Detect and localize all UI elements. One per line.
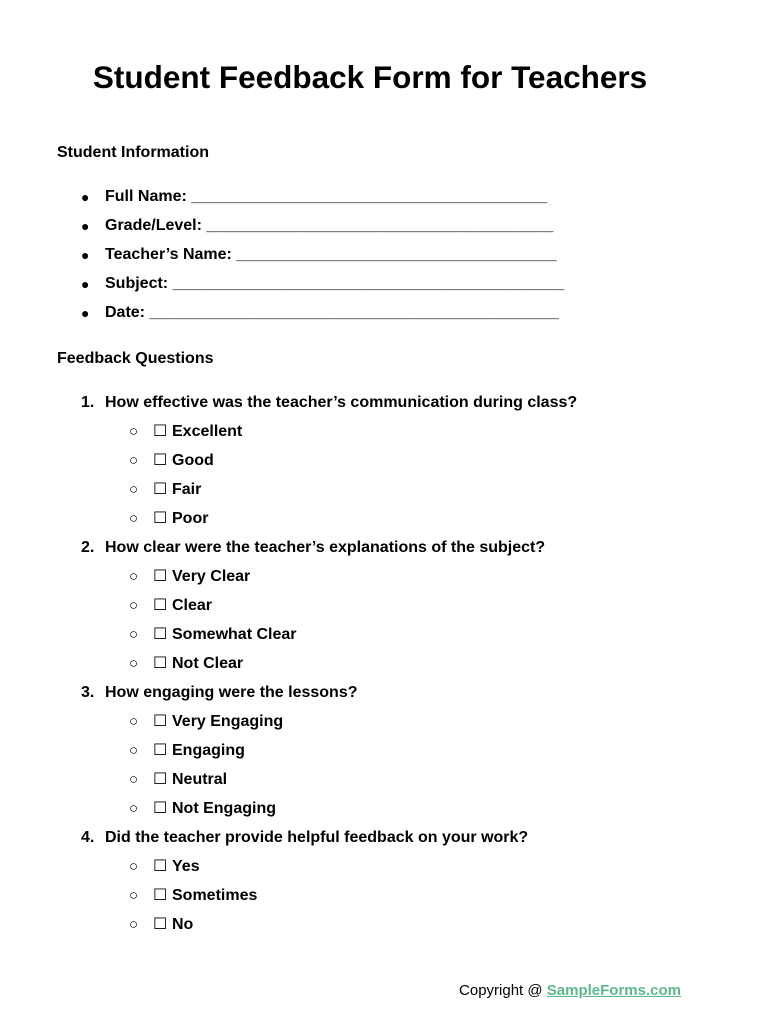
option-label: Sometimes — [172, 887, 258, 904]
subject-field[interactable]: Subject: ____________________________________________ — [105, 275, 565, 292]
checkbox-icon[interactable]: ☐ — [153, 510, 168, 527]
checkbox-icon[interactable]: ☐ — [153, 858, 168, 875]
question-text: How engaging were the lessons? — [105, 684, 358, 701]
bullet-icon: ● — [81, 218, 90, 234]
checkbox-icon[interactable]: ☐ — [153, 887, 168, 904]
teacher-name-field[interactable]: Teacher’s Name: ____________________________________ — [105, 246, 557, 263]
circle-bullet-icon: ○ — [129, 887, 139, 904]
question-text: How effective was the teacher’s communication during class? — [105, 394, 578, 411]
question-number: 3. — [81, 684, 95, 701]
sampleforms-link[interactable]: SampleForms.com — [546, 982, 681, 999]
option-label: Very Clear — [172, 568, 251, 585]
date-field[interactable]: Date: ______________________________________________ — [105, 304, 559, 321]
option-label: Fair — [172, 481, 202, 498]
checkbox-icon[interactable]: ☐ — [153, 626, 168, 643]
circle-bullet-icon: ○ — [129, 423, 139, 440]
checkbox-icon[interactable]: ☐ — [153, 423, 168, 440]
question-number: 1. — [81, 394, 95, 411]
option-label: Engaging — [172, 742, 245, 759]
checkbox-icon[interactable]: ☐ — [153, 771, 168, 788]
student-info-heading: Student Information — [57, 144, 209, 161]
question-text: How clear were the teacher’s explanations of the subject? — [105, 539, 546, 556]
bullet-icon: ● — [81, 276, 90, 292]
option-label: Neutral — [172, 771, 228, 788]
checkbox-icon[interactable]: ☐ — [153, 742, 168, 759]
copyright-footer — [459, 981, 681, 1001]
option-label: Clear — [172, 597, 213, 614]
grade-level-field[interactable]: Grade/Level: _______________________________________ — [105, 217, 554, 234]
option-label: No — [172, 916, 194, 933]
option-label: Poor — [172, 510, 209, 527]
option-label: Excellent — [172, 423, 243, 440]
checkbox-icon[interactable]: ☐ — [153, 597, 168, 614]
checkbox-icon[interactable]: ☐ — [153, 452, 168, 469]
circle-bullet-icon: ○ — [129, 597, 139, 614]
circle-bullet-icon: ○ — [129, 655, 139, 672]
copyright-text: Copyright @ — [459, 982, 547, 999]
checkbox-icon[interactable]: ☐ — [153, 800, 168, 817]
page-title: Student Feedback Form for Teachers — [92, 59, 648, 95]
option-label: Yes — [172, 858, 200, 875]
question-number: 4. — [81, 829, 95, 846]
circle-bullet-icon: ○ — [129, 510, 139, 527]
circle-bullet-icon: ○ — [129, 713, 139, 730]
bullet-icon: ● — [81, 247, 90, 263]
circle-bullet-icon: ○ — [129, 742, 139, 759]
circle-bullet-icon: ○ — [129, 916, 139, 933]
checkbox-icon[interactable]: ☐ — [153, 655, 168, 672]
option-label: Somewhat Clear — [172, 626, 297, 643]
circle-bullet-icon: ○ — [129, 452, 139, 469]
checkbox-icon[interactable]: ☐ — [153, 713, 168, 730]
option-label: Good — [172, 452, 214, 469]
bullet-icon: ● — [81, 189, 90, 205]
option-label: Not Engaging — [172, 800, 276, 817]
circle-bullet-icon: ○ — [129, 858, 139, 875]
checkbox-icon[interactable]: ☐ — [153, 568, 168, 585]
circle-bullet-icon: ○ — [129, 626, 139, 643]
circle-bullet-icon: ○ — [129, 568, 139, 585]
circle-bullet-icon: ○ — [129, 771, 139, 788]
question-text: Did the teacher provide helpful feedback on your work? — [105, 829, 529, 846]
option-label: Very Engaging — [172, 713, 284, 730]
question-number: 2. — [81, 539, 95, 556]
option-label: Not Clear — [172, 655, 244, 672]
checkbox-icon[interactable]: ☐ — [153, 916, 168, 933]
checkbox-icon[interactable]: ☐ — [153, 481, 168, 498]
bullet-icon: ● — [81, 305, 90, 321]
feedback-questions-heading: Feedback Questions — [57, 350, 214, 367]
circle-bullet-icon: ○ — [129, 800, 139, 817]
circle-bullet-icon: ○ — [129, 481, 139, 498]
full-name-field[interactable]: Full Name: ________________________________________ — [105, 188, 548, 205]
